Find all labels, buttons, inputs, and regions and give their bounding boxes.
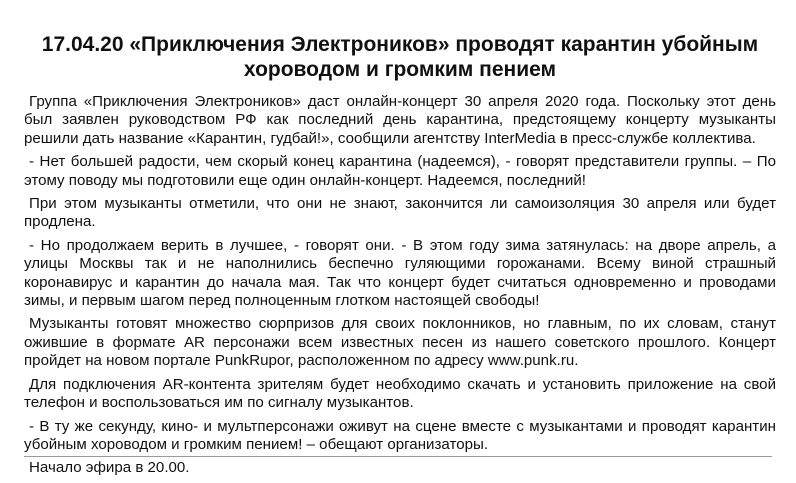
bottom-divider	[24, 456, 772, 457]
article-paragraph: Начало эфира в 20.00.	[29, 459, 190, 477]
article-paragraph: - Нет большей радости, чем скорый конец карантина (надеемся), - говорят представители группы. – По этому поводу мы подготовили еще один онлайн-концерт. Надеемся, последний!	[24, 153, 776, 189]
article	[24, 32, 776, 483]
article-paragraph: При этом музыканты отметили, что они не знают, закончится ли самоизоляция 30 апреля или будет продлена.	[24, 195, 776, 231]
article-title: 17.04.20 «Приключения Электроников» проводят карантин убойным хороводом и громким пением	[41, 33, 759, 81]
article-paragraph: - В ту же секунду, кино- и мультперсонажи оживут на сцене вместе с музыкантами и проводят карантин убойным хороводом и громким пением! – обещают организаторы.	[24, 417, 776, 453]
article-paragraph: Группа «Приключения Электроников» даст онлайн-концерт 30 апреля 2020 года. Поскольку этот день был заявлен руководством РФ как последний день карантина, предстоящему концерту музыканты решили дать название «Карантин, гудбай!», сообщили агентству InterMedia в пресс-службе коллектива.	[24, 93, 776, 147]
article-paragraph: Музыканты готовят множество сюрпризов для своих поклонников, но главным, по их словам, станут ожившие в формате AR персонажи всем известных песен из нашего советского прошлого. Концерт пройдет на новом портале PunkRupor, расположенном по адресу www.punk.ru.	[24, 315, 776, 370]
article-paragraph: - Но продолжаем верить в лучшее, - говорят они. - В этом году зима затянулась: на дворе апрель, а улицы Москвы так и не наполнились беспечно гуляющими горожанами. Всему виной страшный коронавирус и карантин до начала мая. Так что концерт будет считаться одновременно и проводами зимы, и первым шагом перед полноценным глотком настоящей свободы!	[24, 236, 776, 310]
article-paragraph: Для подключения AR-контента зрителям будет необходимо скачать и установить приложение на свой телефон и воспользоваться им по сигналу музыкантов.	[24, 375, 776, 412]
